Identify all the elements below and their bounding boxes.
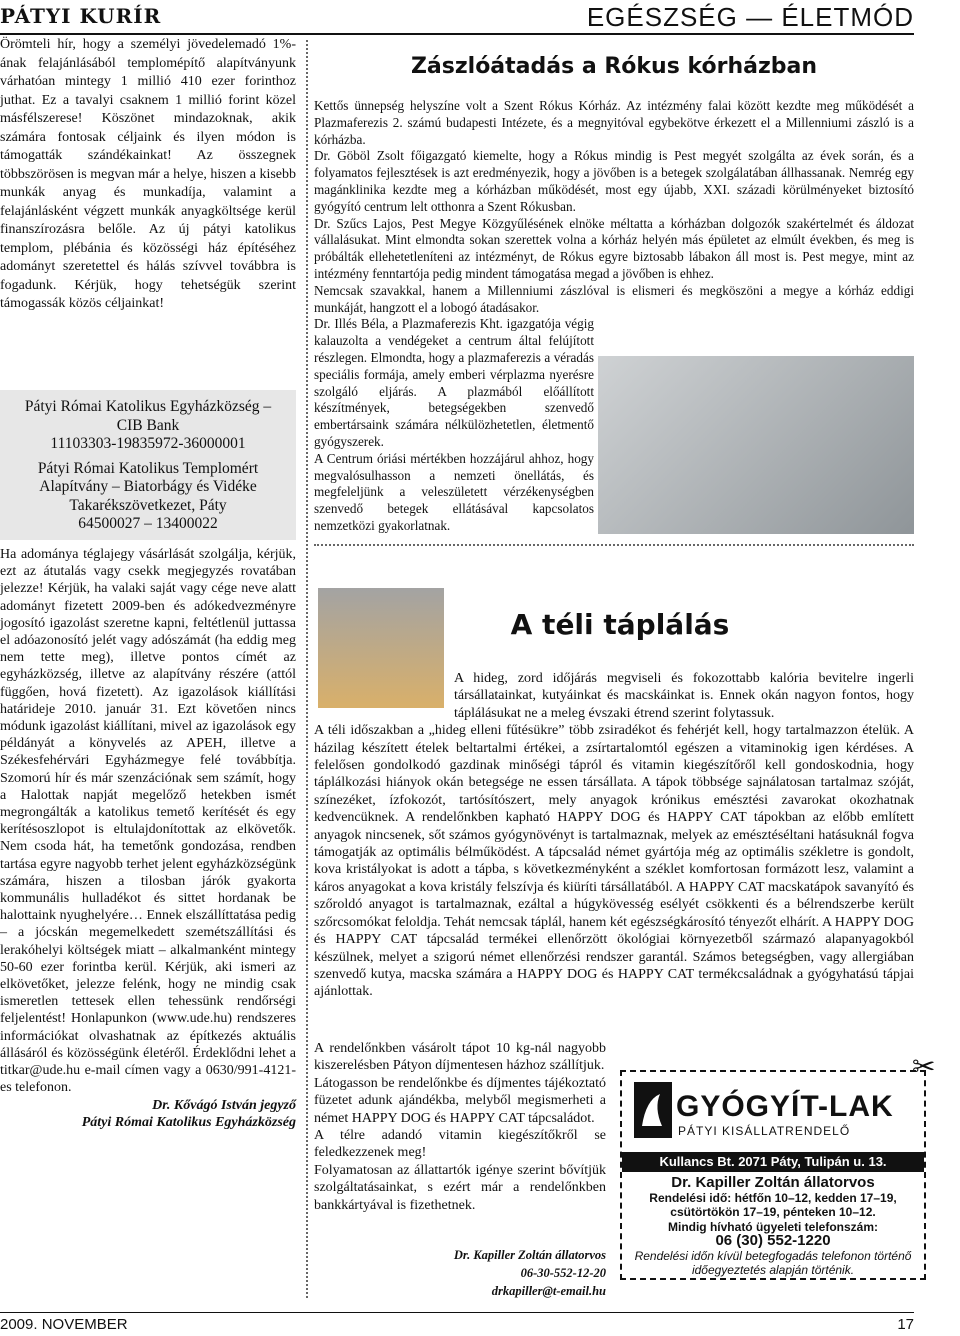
- clinic-info: [628, 1176, 918, 1278]
- bank-line: Pátyi Római Katolikus Egyházközség –: [24, 398, 272, 415]
- footer-date: 2009. NOVEMBER: [0, 1316, 128, 1333]
- bank-line: 64500027 – 13400022: [78, 515, 218, 532]
- hospital-photo: [598, 356, 914, 534]
- article-paragraph: A Centrum óriási mértékben hozzájárul ahhoz, hogy megvalósulhasson a nemzeti önellátás, és megfeleljünk a veleszületett vérzékenységben szenvedő betegek ellátásával kapcsolatos nemzetközi gyakorlatnak.: [314, 450, 594, 533]
- teli-paragraph: A télre adandó vitamin kiegészítőkről se feledkezzenek meg!: [314, 1128, 606, 1161]
- left-intro: [0, 36, 296, 314]
- clinic-phone: 06 (30) 552-1220: [715, 1232, 831, 1249]
- section-divider: [314, 544, 914, 546]
- clinic-note: Rendelési időn kívül betegfogadás telefonon történő: [634, 1248, 912, 1263]
- vet-name: Dr. Kapiller Zoltán állatorvos: [453, 1248, 606, 1262]
- clinic-hours: Rendelési idő: hétfőn 10–12, kedden 17–19,: [649, 1190, 897, 1205]
- section-title: EGÉSZSÉG — ÉLETMÓD: [586, 2, 914, 32]
- teli-paragraph: A rendelőnkben vásárolt tápot 10 kg-nál nagyobb kiszerelésben Pátyon díjmentesen házhoz szállítjuk.: [314, 1041, 606, 1074]
- left-intro-text: Örömteli hír, hogy a személyi jövedelemadó 1%-ának felajánlásából templomépítő alapítványunk várhatóan mintegy 1 millió 410 ezer forinthoz juthat. Ez a tavalyi csaknem 1 millió forint közel másfélszerese! Köszönet mindazoknak, akik számára fontosak céljaink és ilyen módon is támogatták szándékainkat! Az összegnek többszörösen is megvan már a helye, hiszen a kisebb munkák anyag és munkadíja, valamint a felajánlásként végzett munkák anyagköltsége kerül finanszírozásra belőle. Az új pátyi katolikus templom, plébánia és közösségi ház építéséhez adományt szeretettel és hálás szívvel továbbra is fogadunk. Kérjük, hogy tehetségük szerint támogassák közös céljainkat!: [0, 37, 296, 311]
- article-paragraph: Dr. Illés Béla, a Plazmaferezis Kht. igazgatója végig kalauzolta a vendégeket a centrum által felújított részlegen. Elmondta, hogy a plazmaferezis a véradás speciális formája, amely emberi vérplazma nyerésre szolgáló eljárás. A plazmából előállított készítmények, betegségekben szenvedő embertársaink számára nélkülözhetetlen, életmentő gyógyszerek.: [314, 316, 594, 449]
- vet-email: drkapiller@t-email.hu: [491, 1284, 606, 1298]
- teli-paragraph: A hideg, zord időjárás megviseli és fokozottabb kalória bevitelre ingerli társállatainkat, kutyáinkat és macskáinkat is. Ennek okán nagyon fontos, hogy táplálásukat ne a meleg évszaki étrend szerint folytassuk.: [454, 671, 914, 721]
- bank-line: 11103303-19835972-36000001: [50, 435, 246, 452]
- top-rule: [0, 33, 914, 35]
- left-body: [0, 546, 296, 1131]
- left-body-text: Ha adománya téglajegy vásárlását szolgálja, kérjük, ezt az átutalás vagy csekk megjegyzés rovatában jelezze! Kérjük, ha valaki saját vagy cége neve alatt adományt fizetett 2009-ben és adókedvezményre jogosító igazolást szeretne kapni, feltétlenül juttassa el adóazonosító jelét vagy adószámát (ha eddig meg nem tette meg), illetve pontos címét az egyházközség, illetve az alapítvány részére (attól függően, hová fizetett). Az igazolások kiállítási határideje 2010. január 31. Ezt követően nincs módunk igazolást kiállítani, mivel az igazolások egy példányát a könyvelés az APEH, illetve a Székesfehérvári Egyházmegye felé továbbítja. Szomorú hír és már szenzációnak sem számít, hogy a Halottak napját megelőző hetekben ismét megrongálták a katolikus temető kerítését és egy kerítésoszlopot is eltulajdonítottak az elkövetők. Nem csoda hát, ha temetőnk gondozása, rendben tartása egyre nagyobb terhet jelent egyházközségünk számára, hiszen a tilosban járók gyakorta kommunális hulladékot és sittet hordanak be halottaink nyughelyére… Ennek elszállíttatása pedig – a jócskán megemelkedett szemétszállítási és lerakóhelyi költségek miatt – alkalmanként mintegy 50-60 ezer forintba kerül. Kérjük, aki ismeri az elkövetőket, jelezze felénk, hogy ne mindig csak ismeretlen tettesek ellen tehessünk rendőrségi feljelentést! Honlapunkon (www.ude.hu) rendszeres információkat olvashatnak az építkezés aktuális állásáról és közösségünk életéről. Érdeklődni lehet a titkar@ude.hu e-mail címen vagy a 0630/991-4121-es telefonon.: [0, 547, 296, 1096]
- bank-line: Takarékszövetkezet, Páty: [69, 496, 227, 514]
- bottom-rule: [0, 1312, 914, 1313]
- clinic-ad: [620, 1070, 926, 1280]
- teli-lower: [314, 1040, 606, 1214]
- left-signature-org: Pátyi Római Katolikus Egyházközség: [81, 1114, 296, 1130]
- bank-line: CIB Bank: [116, 416, 180, 434]
- teli-body: [314, 670, 914, 1001]
- clinic-call-label: Mindig hívható ügyeleti telefonszám:: [667, 1219, 879, 1234]
- bank-line: Pátyi Római Katolikus Templomért: [37, 459, 259, 477]
- teli-paragraph: A téli időszakban a „hideg elleni fűtésükre” több zsiradékot és fehérjét kell, hogy tartalmazzon ételük. A házilag készített ételek beltartalmi értékei, a zsírtartalomtól egészen a vitaminokig igen kérdéses. A felelősen gondolkodó gazdinak minőségi tápról és vitamin kiegészítőről kell gondoskodnia, hogy táplálkozási hiányok okán betegsége ne essen társállata. A tápok többsége sajnálatosan tartalmaz szóját, színezéket, ízfokozót, tartósítószert, mely anyagok krónikus emésztési zavarokat okozhatnak kedvencüknek. A rendelőnkben kapható HAPPY DOG és HAPPY CAT tápokban az előbb említett anyagok nincsenek, sőt számos gyógynövényt is tartalmaznak, melyek az emésztéséltani hatásuknál fogva támogatják az optimális bélműködést. A tápcsalád német gyártója még az optimális székletre is gondolt, kova kristályokat is adott a tápba, s következményként a széklet komfortosan formázott lesz, valamint a káros anyagokat a kova kristály felszívja és kiüríti társállatából. A HAPPY CAT macskatápok savanyító és szőroldó anyagot is tartalmaznak, ezáltal a húgykövesség esélyét csökkenti és a bélrendszerbe került szőrcsomókat feloldja. Tehát nemcsak táplál, hanem két egészségkárosító tényezőt elhárít. A HAPPY DOG és HAPPY CAT tápcsalád termékei ellenőrzött ökológiai környezetből származó alapanyagokból készülnek, melyet a szigorú német ellenőrzési rendszer garantál. Számos betegségben, vagy allergiában szenvedő kutya, macska számára a HAPPY DOG és HAPPY CAT termékcsaládnak a gyógyhatású tápjai ajánlottak.: [314, 723, 914, 1000]
- page-number: 17: [897, 1316, 914, 1333]
- teli-paragraph: Folyamatosan az állattartók igénye szerint bővítjük szolgáltatásainkat, s ezért már a rendelőnkben bankkártyával is fizethetnek.: [314, 1162, 606, 1213]
- teli-paragraph: Látogasson be rendelőnkbe és díjmentes tájékoztató füzetet adunk ajándékba, melyből megismerheti a német HAPPY DOG és HAPPY CAT tápcsaládot.: [314, 1075, 606, 1126]
- clinic-doctor: Dr. Kapiller Zoltán állatorvos: [671, 1174, 875, 1191]
- vet-signature: [314, 1246, 606, 1300]
- article-paragraph: Dr. Göböl Zsolt főigazgató kiemelte, hogy a Rókus mindig is Pest megyét szolgálta az évek során, és a folyamatos fejlesztések is azt eredményezik, hogy a jövőben is a betegek szolgálatában állhassanak. Nemrég egy magánklinika kezdte meg a kórházban működését, most egy újabb, XXI. századi körülményeket biztosító gyógyító centrum lelt otthonra a Szent Rókusban.: [314, 148, 914, 214]
- article-paragraph: Nemcsak szavakkal, hanem a Millenniumi zászlóval is elismeri és megköszöni a megye a kórház eddigi munkáját, hangzott el a lobogó átadásakor.: [314, 282, 914, 315]
- clinic-note: időegyeztetés alapján történik.: [691, 1263, 855, 1277]
- article-paragraph: Kettős ünnepség helyszíne volt a Szent Rókus Kórház. Az intézmény falai között kezdte meg működését a Plazmaferezis 2. számú budapesti Intézete, és a megnyitóval egybekötve érkezett el a Millenniumi zászló is a kórházba.: [314, 98, 914, 147]
- masthead-title: PÁTYI KURÍR: [0, 4, 162, 28]
- clinic-logo: GYÓGYÍT-LAK: [676, 1090, 894, 1123]
- bank-line: Alapítvány – Biatorbágy és Vidéke: [39, 478, 257, 495]
- clinic-subtitle: PÁTYI KISÁLLATRENDELŐ: [678, 1124, 851, 1138]
- article-title: Zászlóátadás a Rókus kórházban: [410, 54, 818, 79]
- left-signature-name: Dr. Kővágó István jegyző: [152, 1097, 296, 1113]
- vet-phone: 06-30-552-12-20: [520, 1266, 606, 1280]
- bank-details-box: [0, 390, 296, 540]
- scissors-icon: ✂: [912, 1050, 936, 1083]
- clinic-hours: csütörtökön 17–19, pénteken 10–12.: [670, 1205, 876, 1219]
- teli-title: A téli táplálás: [510, 608, 730, 641]
- clinic-address: Kullancs Bt. 2071 Páty, Tulipán u. 13.: [622, 1152, 924, 1172]
- column-divider: [306, 40, 308, 1298]
- clinic-logo-icon: [632, 1080, 674, 1140]
- article-paragraph: Dr. Szűcs Lajos, Pest Megye Közgyűlésének elnöke méltatta a kórházban dolgozók szakértelmét és áldozat vállalásukat. Mint elmondta sokan szerettek volna a kórház helyén más épületet az elmúlt években, és meg is próbálták ellehetetleníteni az intézményt, de Rókus egyre biztosabb lábakon áll most is. Pest megye, mint az intézmény fenntartója pedig mindent támogatása megad a jövőben is ehhez.: [314, 215, 914, 281]
